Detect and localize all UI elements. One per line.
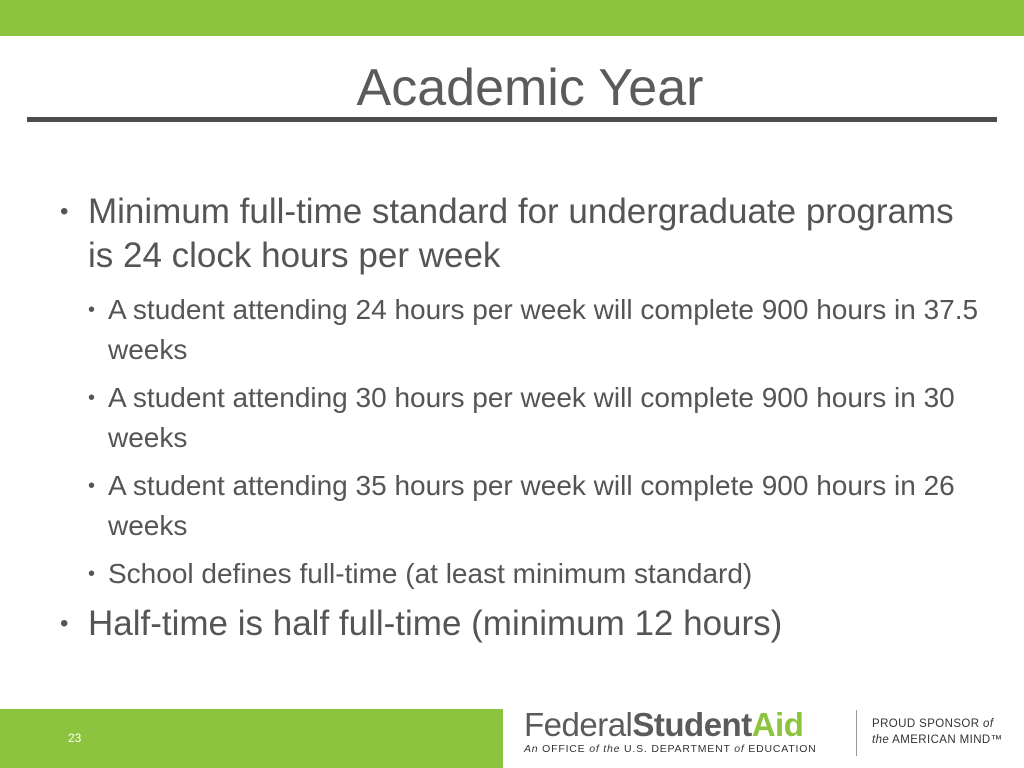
- tagline-an: An: [524, 743, 539, 755]
- sub-bullet-4-text: School defines full-time (at least minimum standard): [108, 558, 753, 589]
- title-underline: [27, 117, 997, 122]
- sub-bullet-1: [60, 290, 980, 370]
- bullet-dot: •: [60, 198, 69, 225]
- sponsor-line-2: [872, 732, 1003, 748]
- federal-student-aid-logo: [524, 707, 844, 759]
- bullet-1: [60, 190, 980, 278]
- sub-bullet-2: [60, 378, 980, 458]
- sub-bullet-4: [60, 554, 980, 594]
- logo-federal: Federal: [524, 706, 633, 743]
- sub-bullet-3-text: A student attending 35 hours per week will complete 900 hours in 26 weeks: [108, 470, 955, 541]
- sub-bullet-dot: •: [88, 387, 96, 409]
- tagline-of-1: of: [589, 743, 600, 755]
- tagline-education: EDUCATION: [744, 743, 817, 755]
- logo-student: Student: [632, 706, 752, 743]
- tagline-of-2: of: [734, 743, 745, 755]
- sub-bullet-list: [60, 290, 980, 594]
- sponsor-american-mind: AMERICAN MIND™: [889, 734, 1003, 746]
- sponsor-proud: PROUD SPONSOR: [872, 718, 984, 730]
- sponsor-text: [872, 716, 1003, 748]
- sub-bullet-1-text: A student attending 24 hours per week will complete 900 hours in 37.5 weeks: [108, 294, 979, 365]
- sub-bullet-dot: •: [88, 299, 96, 321]
- logo-tagline: [524, 743, 817, 755]
- sponsor-of: of: [983, 718, 994, 730]
- sub-bullet-dot: •: [88, 475, 96, 497]
- sponsor-divider: [856, 710, 857, 756]
- sponsor-the: the: [872, 734, 890, 746]
- tagline-dept: U.S. DEPARTMENT: [623, 743, 735, 755]
- bullet-2: [60, 602, 980, 646]
- bullet-2-text: Half-time is half full-time (minimum 12 hours): [88, 604, 783, 643]
- slide-title: Academic Year: [356, 59, 704, 117]
- sub-bullet-3: [60, 466, 980, 546]
- slide-body: [60, 190, 980, 658]
- sub-bullet-2-text: A student attending 30 hours per week will complete 900 hours in 30 weeks: [108, 382, 955, 453]
- top-accent-band: [0, 0, 1024, 36]
- logo-aid: Aid: [751, 706, 804, 743]
- logo-wordmark: [524, 707, 803, 743]
- tagline-the: the: [599, 743, 624, 755]
- sponsor-line-1: [872, 716, 1003, 732]
- sub-bullet-dot: •: [88, 563, 96, 585]
- page-number: 23: [68, 731, 82, 745]
- bullet-dot: •: [60, 610, 69, 637]
- bullet-1-text: Minimum full-time standard for undergraduate programs is 24 clock hours per week: [88, 192, 954, 275]
- tagline-office: OFFICE: [538, 743, 590, 755]
